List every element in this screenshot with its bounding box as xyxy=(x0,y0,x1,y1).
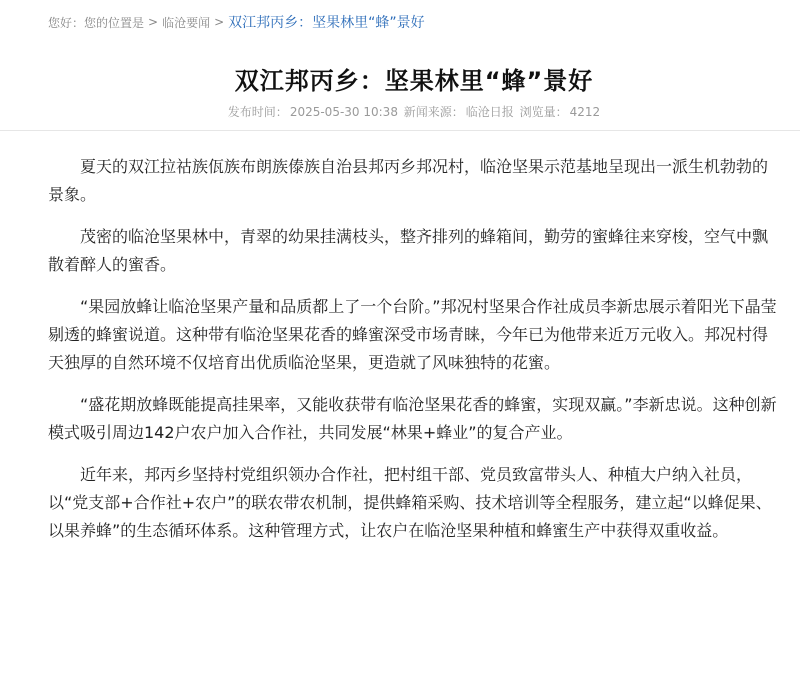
publish-time-label: 发布时间： xyxy=(227,105,288,119)
title-divider xyxy=(0,130,800,131)
views-count: 4212 xyxy=(569,105,601,119)
source-label: 新闻来源： xyxy=(403,105,464,119)
article-paragraph: “盛花期放蜂既能提高挂果率，又能收获带有临沧坚果花香的蜂蜜，实现双赢。”李新忠说。这种创新模式吸引周边142户农户加入合作社，共同发展“林果+蜂业”的复合产业。 xyxy=(48,395,777,442)
article-paragraph: 近年来，邦丙乡坚持村党组织领办合作社，把村组干部、党员致富带头人、种植大户纳入社员，以“党支部+合作社+农户”的联农带农机制，提供蜂箱采购、技术培训等全程服务，建立起“以蜂促果、以果养蜂”的生态循环体系。这种管理方式，让农户在临沧坚果种植和蜂蜜生产中获得双重收益。 xyxy=(48,465,772,540)
breadcrumb-link-section[interactable]: 临沧要闻 xyxy=(162,15,211,30)
views-label: 浏览量： xyxy=(519,105,568,119)
article-paragraph: 茂密的临沧坚果林中，青翠的幼果挂满枝头，整齐排列的蜂箱间，勤劳的蜜蜂往来穿梭，空气中飘散着醉人的蜜香。 xyxy=(48,227,769,274)
article-paragraph: 夏天的双江拉祜族佤族布朗族傣族自治县邦丙乡邦况村，临沧坚果示范基地呈现出一派生机勃勃的景象。 xyxy=(48,157,769,204)
publish-time: 2025-05-30 10:38 xyxy=(289,105,398,119)
breadcrumb-prefix: 您好：您的位置是 xyxy=(48,15,145,30)
article-meta xyxy=(48,104,780,120)
page-title: 双江邦丙乡：坚果林里“蜂”景好 xyxy=(234,67,594,95)
breadcrumb-separator: > xyxy=(214,15,225,29)
breadcrumb-current[interactable]: 双江邦丙乡：坚果林里“蜂”景好 xyxy=(228,15,425,31)
breadcrumb-separator: > xyxy=(148,15,159,29)
source-name: 临沧日报 xyxy=(465,105,514,119)
article-body xyxy=(48,153,780,545)
breadcrumb xyxy=(48,0,780,44)
article-paragraph: “果园放蜂让临沧坚果产量和品质都上了一个台阶。”邦况村坚果合作社成员李新忠展示着阳光下晶莹剔透的蜂蜜说道。这种带有临沧坚果花香的蜂蜜深受市场青睐，今年已为他带来近万元收入。邦况村得天独厚的自然环境不仅培育出优质临沧坚果，更造就了风味独特的花蜜。 xyxy=(48,297,777,372)
